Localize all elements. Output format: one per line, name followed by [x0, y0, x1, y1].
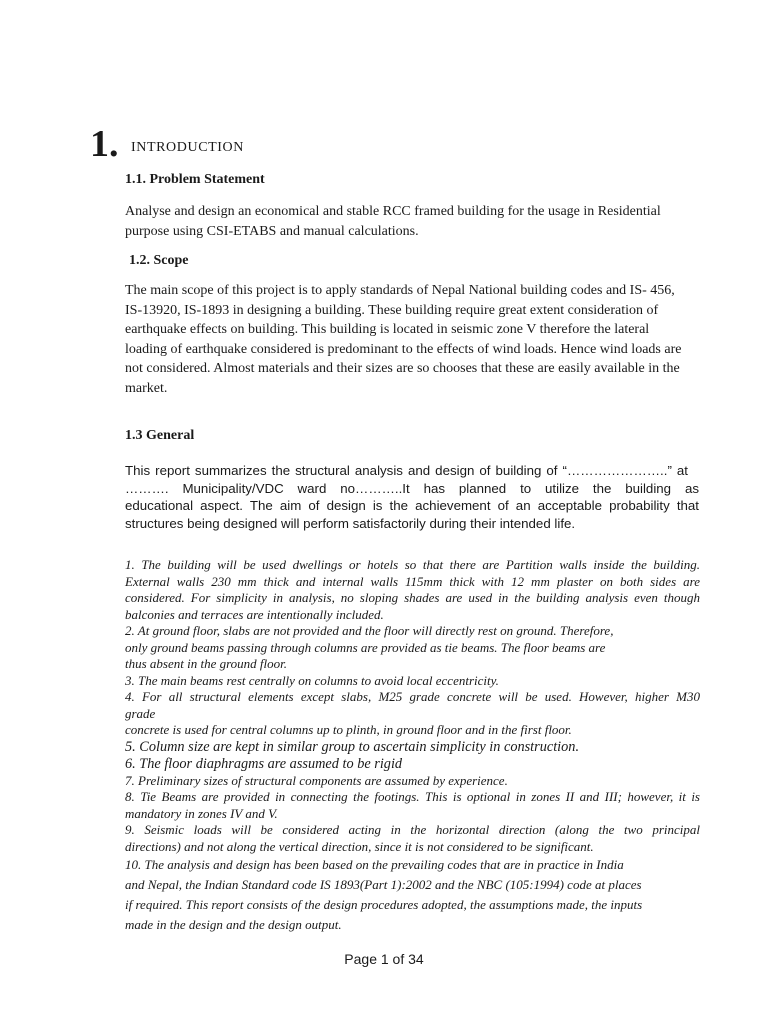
list-item: if required. This report consists of the design procedures adopted, the assumptions made, the inputs — [125, 897, 643, 912]
list-item: 1. The building will be used dwellings or hotels so that there are Partition walls inside the building. — [125, 557, 700, 572]
assumptions-list — [125, 557, 700, 935]
list-item: mandatory in zones IV and V. — [125, 805, 278, 821]
text-line: purpose using CSI-ETABS and manual calculations. — [125, 223, 419, 239]
list-item: grade — [125, 705, 156, 721]
list-item: and Nepal, the Indian Standard code IS 1893(Part 1):2002 and the NBC (105:1994) code at places — [125, 877, 642, 892]
problem-statement-heading: 1.1. Problem Statement — [125, 172, 265, 187]
list-item: 6. The floor diaphragms are assumed to be rigid — [125, 755, 403, 772]
text-line: earthquake effects on building. This building is located in seismic zone V therefore the lateral — [125, 322, 650, 337]
text-line: educational aspect. The aim of design is the achievement of an acceptable probability that — [125, 498, 699, 513]
list-item: 5. Column size are kept in similar group to ascertain simplicity in construction. — [125, 738, 580, 755]
list-item: considered. For simplicity in analysis, no sloping shades are used in the building analysis even though — [125, 590, 700, 605]
page-number: Page 1 of 34 — [344, 951, 424, 967]
list-item: 3. The main beams rest centrally on columns to avoid local eccentricity. — [125, 672, 499, 688]
text-line: market. — [125, 380, 168, 396]
text-line: ………. Municipality/VDC ward no………..It has planned to utilize the building as — [125, 480, 699, 496]
general-text — [125, 462, 699, 532]
scope-text — [125, 281, 699, 398]
text-line: loading of earthquake considered is predominant to the effects of wind loads. Hence wind loads are — [125, 341, 682, 357]
text-line: This report summarizes the structural analysis and design of building of “…………………..” at — [125, 463, 688, 478]
general-heading: 1.3 General — [125, 428, 195, 443]
list-item: External walls 230 mm thick and internal walls 115mm thick with 12 mm plaster on both sides are — [125, 573, 700, 589]
list-item: 7. Preliminary sizes of structural components are assumed by experience. — [125, 772, 508, 788]
list-item: 2. At ground floor, slabs are not provided and the floor will directly rest on ground. Therefore, — [125, 623, 614, 638]
problem-statement-text — [125, 202, 699, 241]
list-item: concrete is used for central columns up to plinth, in ground floor and in the first floor. — [125, 722, 572, 737]
scope-heading: 1.2. Scope — [129, 253, 189, 268]
list-item: balconies and terraces are intentionally included. — [125, 606, 384, 622]
chapter-number: 1. — [90, 123, 119, 165]
text-line: The main scope of this project is to apply standards of Nepal National building codes and IS- 456, — [125, 283, 675, 298]
list-item: 8. Tie Beams are provided in connecting the footings. This is optional in zones II and III; however, it is — [125, 789, 700, 804]
list-item: directions) and not along the vertical direction, since it is not considered to be significant. — [125, 838, 594, 854]
text-line: not considered. Almost materials and their sizes are so chooses that these are easily available in the — [125, 361, 680, 376]
text-line: structures being designed will perform satisfactorily during their intended life. — [125, 515, 576, 531]
list-item: made in the design and the design output. — [125, 917, 342, 932]
list-item: 4. For all structural elements except slabs, M25 grade concrete will be used. However, higher M30 — [125, 689, 700, 704]
text-line: IS-13920, IS-1893 in designing a building. These building require great extent consideration of — [125, 302, 659, 318]
text-line: Analyse and design an economical and stable RCC framed building for the usage in Residential — [125, 204, 661, 219]
list-item: 9. Seismic loads will be considered acting in the horizontal direction (along the two principal — [125, 822, 700, 837]
list-item: 10. The analysis and design has been based on the prevailing codes that are in practice in India — [125, 857, 624, 872]
list-item: only ground beams passing through columns are provided as tie beams. The floor beams are — [125, 639, 606, 655]
list-item: thus absent in the ground floor. — [125, 656, 288, 671]
chapter-title: INTRODUCTION — [131, 140, 244, 155]
